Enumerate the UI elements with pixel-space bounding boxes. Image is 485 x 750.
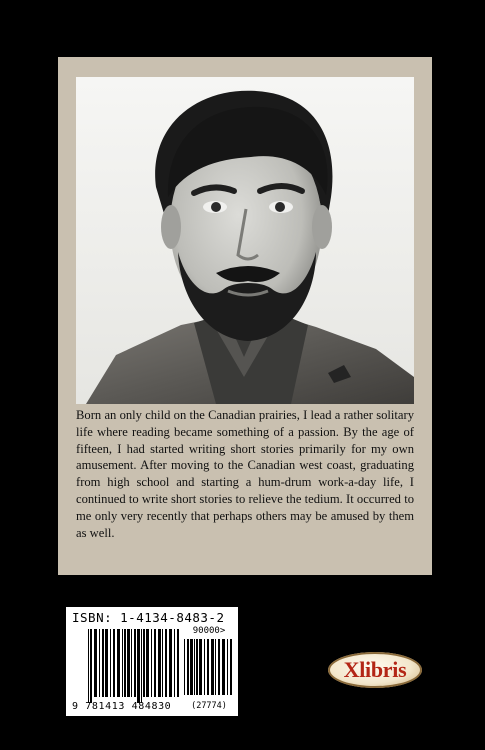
author-bio: Born an only child on the Canadian prairies, I lead a rather solitary life where reading became something of a passion. By the age of fifteen, I had started writing short stories primarily for my own amusement. After moving to the Canadian west coast, graduating from high school and starting a hum-drum work-a-day life, I continued to write short stories to relieve the tedium. It occurred to me only very recently that perhaps others may be amused by them as well. (76, 408, 414, 540)
author-photo (76, 77, 414, 404)
isbn-label: ISBN: 1-4134-8483-2 (72, 610, 225, 625)
back-cover-panel (58, 57, 432, 575)
barcode-addon-digits: 90000> (192, 626, 226, 636)
ean-barcode-bars (88, 629, 180, 703)
publisher-logo-text: Xlibris (343, 657, 407, 682)
addon-barcode-bars (184, 639, 234, 701)
isbn-barcode (65, 606, 239, 717)
author-portrait-illustration (76, 77, 414, 404)
publisher-logo (328, 652, 422, 688)
barcode-digits: 9 781413 484830 (72, 701, 172, 712)
price-code: (27774) (191, 701, 227, 711)
